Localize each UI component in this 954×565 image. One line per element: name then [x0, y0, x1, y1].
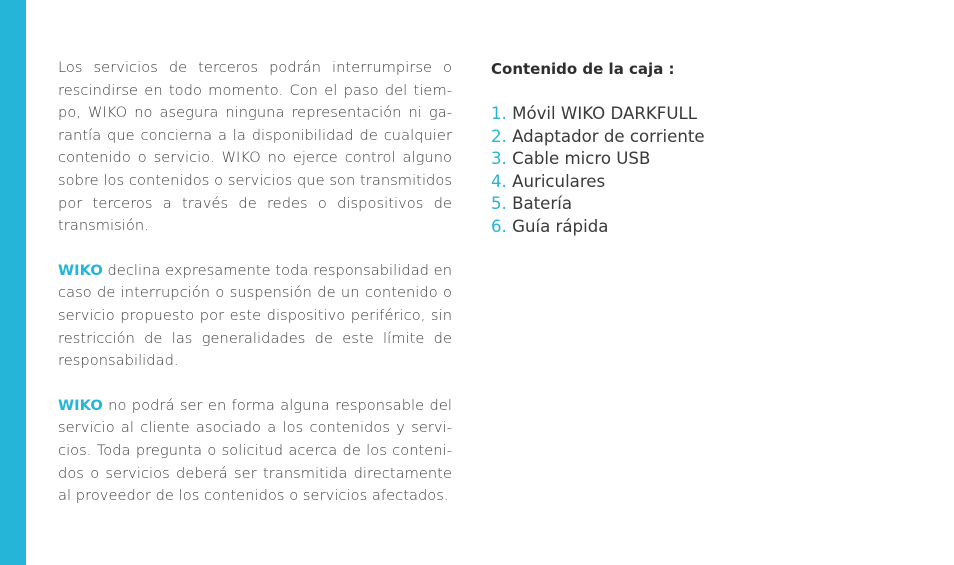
item-number: 4. [491, 171, 507, 191]
paragraph-customer-service [58, 395, 452, 508]
list-item [491, 171, 891, 194]
item-label: Móvil WIKO DARKFULL [512, 104, 697, 123]
list-item [491, 193, 891, 216]
paragraph-text: declina expresamente toda responsabilidad en caso de interrupción o suspensión de un contenido o servicio propuesto por este dispositivo periférico, sin restricción de las generalidades de este límite de responsabilidad. [58, 261, 453, 370]
paragraph-text: no podrá ser en forma alguna responsable del servicio al cliente asociado a los contenidos y servicios. Toda pregunta o solicitud acerca de los contenidos o servicios deberá ser transmitida directamente al proveedor de los contenidos o servicios afectados. [58, 396, 452, 505]
accent-side-bar [0, 0, 26, 565]
box-contents-list [491, 103, 891, 239]
list-item [491, 216, 891, 239]
item-label: Guía rápida [512, 216, 609, 236]
list-item [491, 148, 891, 171]
item-number: 1. [491, 104, 507, 123]
item-label: Adaptador de corriente [512, 126, 705, 146]
brand-name: WIKO [58, 261, 103, 279]
brand-name: WIKO [58, 396, 103, 414]
list-item [491, 103, 891, 126]
legal-text-column [58, 57, 452, 530]
item-number: 3. [491, 149, 507, 169]
item-label: Batería [512, 194, 572, 214]
item-number: 6. [491, 216, 507, 236]
paragraph-liability-disclaimer [58, 260, 452, 373]
box-contents-column [491, 57, 891, 239]
box-contents-title: Contenido de la caja : [491, 60, 675, 78]
item-label: Cable micro USB [512, 149, 651, 169]
item-number: 5. [491, 194, 507, 214]
paragraph-third-party-services: Los servicios de terceros podrán interrumpirse o rescindirse en todo momento. Con el paso del tiempo, WIKO no asegura ninguna representación ni garantía que concierna a la disponibilidad de cualquier contenido o servicio. WIKO no ejerce control alguno sobre los contenidos o servicios que son transmitidos por terceros a través de redes o dispositivos de transmisión. [58, 59, 452, 235]
item-label: Auriculares [512, 171, 606, 191]
item-number: 2. [491, 126, 507, 146]
list-item [491, 126, 891, 149]
